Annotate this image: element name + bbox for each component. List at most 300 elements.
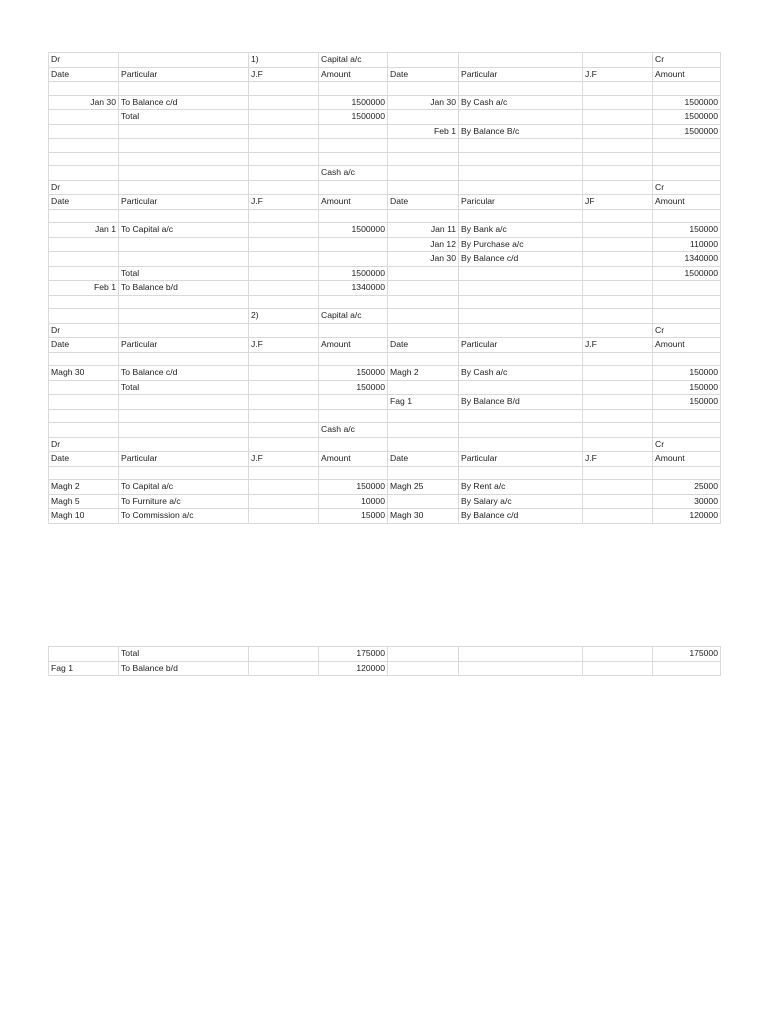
date-cell[interactable] <box>388 110 459 125</box>
jf-cell[interactable]: J.F <box>249 195 319 210</box>
jf-cell[interactable] <box>249 252 319 267</box>
jf-cell[interactable] <box>583 366 653 381</box>
amount-cell[interactable]: Amount <box>653 67 721 82</box>
amount-cell[interactable]: Amount <box>653 452 721 467</box>
particular-cell[interactable]: By Salary a/c <box>459 494 583 509</box>
amount-cell[interactable] <box>653 309 721 324</box>
particular-cell[interactable]: Particular <box>459 452 583 467</box>
amount-cell[interactable] <box>653 352 721 366</box>
amount-cell[interactable]: 1500000 <box>319 223 388 238</box>
amount-cell[interactable]: Capital a/c <box>319 309 388 324</box>
amount-cell[interactable]: 150000 <box>319 480 388 495</box>
amount-cell[interactable]: Amount <box>653 195 721 210</box>
particular-cell[interactable]: By Bank a/c <box>459 223 583 238</box>
particular-cell[interactable]: Particular <box>459 67 583 82</box>
particular-cell[interactable]: Particular <box>119 338 249 353</box>
jf-cell[interactable] <box>249 661 319 676</box>
jf-cell[interactable] <box>249 237 319 252</box>
amount-cell[interactable]: 175000 <box>653 647 721 662</box>
amount-cell[interactable]: Cash a/c <box>319 166 388 181</box>
jf-cell[interactable] <box>583 309 653 324</box>
amount-cell[interactable] <box>653 295 721 309</box>
jf-cell[interactable] <box>583 252 653 267</box>
amount-cell[interactable] <box>319 82 388 96</box>
particular-cell[interactable] <box>119 252 249 267</box>
jf-cell[interactable] <box>249 409 319 423</box>
jf-cell[interactable] <box>583 409 653 423</box>
date-cell[interactable] <box>388 323 459 338</box>
jf-cell[interactable] <box>249 423 319 438</box>
amount-cell[interactable]: Cash a/c <box>319 423 388 438</box>
jf-cell[interactable]: JF <box>583 195 653 210</box>
particular-cell[interactable] <box>119 395 249 410</box>
date-cell[interactable] <box>388 180 459 195</box>
particular-cell[interactable]: Total <box>119 647 249 662</box>
date-cell[interactable] <box>388 209 459 223</box>
date-cell[interactable] <box>49 295 119 309</box>
date-cell[interactable] <box>388 380 459 395</box>
jf-cell[interactable] <box>249 295 319 309</box>
particular-cell[interactable] <box>119 166 249 181</box>
amount-cell[interactable]: 15000 <box>319 509 388 524</box>
particular-cell[interactable]: By Balance c/d <box>459 509 583 524</box>
amount-cell[interactable] <box>653 281 721 296</box>
amount-cell[interactable]: 150000 <box>653 223 721 238</box>
amount-cell[interactable]: 1500000 <box>653 124 721 139</box>
amount-cell[interactable]: 110000 <box>653 237 721 252</box>
amount-cell[interactable] <box>653 139 721 153</box>
jf-cell[interactable]: 1) <box>249 53 319 68</box>
particular-cell[interactable]: Total <box>119 380 249 395</box>
date-cell[interactable]: Date <box>49 338 119 353</box>
date-cell[interactable]: Date <box>49 195 119 210</box>
particular-cell[interactable]: By Rent a/c <box>459 480 583 495</box>
particular-cell[interactable]: By Balance c/d <box>459 252 583 267</box>
jf-cell[interactable] <box>249 494 319 509</box>
jf-cell[interactable] <box>583 423 653 438</box>
date-cell[interactable] <box>388 494 459 509</box>
date-cell[interactable]: Date <box>388 452 459 467</box>
date-cell[interactable]: Jan 1 <box>49 223 119 238</box>
table-row <box>49 661 721 676</box>
amount-cell[interactable]: 1500000 <box>319 110 388 125</box>
particular-cell[interactable] <box>459 380 583 395</box>
date-cell[interactable]: Magh 10 <box>49 509 119 524</box>
date-cell[interactable] <box>49 237 119 252</box>
date-cell[interactable] <box>388 166 459 181</box>
particular-cell[interactable] <box>459 53 583 68</box>
particular-cell[interactable] <box>459 661 583 676</box>
date-cell[interactable] <box>49 139 119 153</box>
amount-cell[interactable]: 1500000 <box>319 95 388 110</box>
jf-cell[interactable] <box>583 466 653 480</box>
amount-cell[interactable]: 120000 <box>653 509 721 524</box>
ledger-body-continued <box>49 647 721 676</box>
particular-cell[interactable]: To Furniture a/c <box>119 494 249 509</box>
jf-cell[interactable]: 2) <box>249 309 319 324</box>
ledger-body <box>49 53 721 524</box>
jf-cell[interactable] <box>249 466 319 480</box>
date-cell[interactable] <box>49 252 119 267</box>
amount-cell[interactable]: Amount <box>319 452 388 467</box>
amount-cell[interactable]: Cr <box>653 53 721 68</box>
particular-cell[interactable]: To Balance c/d <box>119 366 249 381</box>
date-cell[interactable]: Magh 25 <box>388 480 459 495</box>
particular-cell[interactable] <box>459 309 583 324</box>
particular-cell[interactable] <box>119 209 249 223</box>
jf-cell[interactable]: J.F <box>583 67 653 82</box>
date-cell[interactable]: Dr <box>49 323 119 338</box>
particular-cell[interactable]: To Balance b/d <box>119 661 249 676</box>
jf-cell[interactable] <box>583 223 653 238</box>
particular-cell[interactable] <box>119 53 249 68</box>
jf-cell[interactable] <box>583 509 653 524</box>
amount-cell[interactable] <box>653 423 721 438</box>
amount-cell[interactable]: Amount <box>653 338 721 353</box>
particular-cell[interactable]: By Balance B/d <box>459 395 583 410</box>
jf-cell[interactable] <box>249 166 319 181</box>
date-cell[interactable]: Magh 5 <box>49 494 119 509</box>
date-cell[interactable]: Jan 11 <box>388 223 459 238</box>
table-row <box>49 110 721 125</box>
table-row <box>49 152 721 166</box>
date-cell[interactable]: Date <box>49 452 119 467</box>
amount-cell[interactable]: 150000 <box>653 395 721 410</box>
jf-cell[interactable] <box>249 82 319 96</box>
amount-cell[interactable] <box>653 152 721 166</box>
particular-cell[interactable]: To Balance b/d <box>119 281 249 296</box>
amount-cell[interactable] <box>319 124 388 139</box>
table-row <box>49 295 721 309</box>
amount-cell[interactable]: 1500000 <box>653 95 721 110</box>
particular-cell[interactable] <box>459 180 583 195</box>
particular-cell[interactable] <box>459 409 583 423</box>
date-cell[interactable] <box>388 281 459 296</box>
table-row <box>49 423 721 438</box>
particular-cell[interactable]: To Commission a/c <box>119 509 249 524</box>
jf-cell[interactable] <box>249 480 319 495</box>
jf-cell[interactable] <box>249 437 319 452</box>
particular-cell[interactable] <box>459 352 583 366</box>
jf-cell[interactable] <box>583 266 653 281</box>
amount-cell[interactable]: 1500000 <box>653 266 721 281</box>
date-cell[interactable] <box>388 423 459 438</box>
date-cell[interactable] <box>49 110 119 125</box>
date-cell[interactable] <box>49 266 119 281</box>
amount-cell[interactable] <box>319 409 388 423</box>
date-cell[interactable]: Dr <box>49 180 119 195</box>
particular-cell[interactable]: Particular <box>459 338 583 353</box>
particular-cell[interactable]: Paricular <box>459 195 583 210</box>
amount-cell[interactable]: 30000 <box>653 494 721 509</box>
amount-cell[interactable]: 1500000 <box>653 110 721 125</box>
amount-cell[interactable] <box>653 166 721 181</box>
particular-cell[interactable] <box>119 82 249 96</box>
amount-cell[interactable] <box>319 437 388 452</box>
amount-cell[interactable]: Cr <box>653 323 721 338</box>
particular-cell[interactable] <box>459 466 583 480</box>
particular-cell[interactable]: By Cash a/c <box>459 366 583 381</box>
jf-cell[interactable]: J.F <box>249 452 319 467</box>
jf-cell[interactable] <box>583 281 653 296</box>
amount-cell[interactable] <box>653 409 721 423</box>
jf-cell[interactable] <box>583 661 653 676</box>
date-cell[interactable] <box>388 82 459 96</box>
jf-cell[interactable] <box>249 152 319 166</box>
amount-cell[interactable]: 150000 <box>653 380 721 395</box>
particular-cell[interactable] <box>459 423 583 438</box>
date-cell[interactable] <box>388 409 459 423</box>
particular-cell[interactable] <box>119 409 249 423</box>
date-cell[interactable] <box>388 295 459 309</box>
jf-cell[interactable] <box>583 209 653 223</box>
table-row <box>49 166 721 181</box>
table-row <box>49 195 721 210</box>
particular-cell[interactable] <box>459 295 583 309</box>
date-cell[interactable]: Magh 2 <box>388 366 459 381</box>
date-cell[interactable]: Date <box>388 338 459 353</box>
date-cell[interactable] <box>388 53 459 68</box>
amount-cell[interactable] <box>653 661 721 676</box>
amount-cell[interactable] <box>653 82 721 96</box>
particular-cell[interactable] <box>119 437 249 452</box>
date-cell[interactable]: Jan 30 <box>388 95 459 110</box>
jf-cell[interactable] <box>583 110 653 125</box>
particular-cell[interactable] <box>119 423 249 438</box>
jf-cell[interactable] <box>583 437 653 452</box>
particular-cell[interactable] <box>459 82 583 96</box>
amount-cell[interactable]: 150000 <box>319 366 388 381</box>
particular-cell[interactable]: Particular <box>119 452 249 467</box>
jf-cell[interactable] <box>583 494 653 509</box>
table-row <box>49 647 721 662</box>
jf-cell[interactable] <box>583 323 653 338</box>
date-cell[interactable] <box>49 423 119 438</box>
jf-cell[interactable]: J.F <box>583 452 653 467</box>
jf-cell[interactable] <box>249 366 319 381</box>
particular-cell[interactable]: Particular <box>119 67 249 82</box>
amount-cell[interactable] <box>319 295 388 309</box>
amount-cell[interactable]: 120000 <box>319 661 388 676</box>
particular-cell[interactable] <box>459 110 583 125</box>
date-cell[interactable]: Jan 30 <box>388 252 459 267</box>
jf-cell[interactable] <box>583 295 653 309</box>
date-cell[interactable] <box>388 437 459 452</box>
particular-cell[interactable]: Total <box>119 110 249 125</box>
date-cell[interactable] <box>388 309 459 324</box>
jf-cell[interactable] <box>249 223 319 238</box>
date-cell[interactable] <box>388 352 459 366</box>
particular-cell[interactable] <box>119 352 249 366</box>
amount-cell[interactable]: 150000 <box>653 366 721 381</box>
particular-cell[interactable] <box>459 152 583 166</box>
date-cell[interactable] <box>388 661 459 676</box>
amount-cell[interactable] <box>653 466 721 480</box>
date-cell[interactable]: Date <box>49 67 119 82</box>
particular-cell[interactable] <box>119 309 249 324</box>
jf-cell[interactable] <box>583 480 653 495</box>
date-cell[interactable]: Date <box>388 195 459 210</box>
table-row <box>49 237 721 252</box>
particular-cell[interactable] <box>459 437 583 452</box>
date-cell[interactable] <box>49 647 119 662</box>
date-cell[interactable]: Fag 1 <box>388 395 459 410</box>
jf-cell[interactable] <box>249 352 319 366</box>
amount-cell[interactable] <box>319 152 388 166</box>
amount-cell[interactable]: Amount <box>319 195 388 210</box>
jf-cell[interactable] <box>583 380 653 395</box>
particular-cell[interactable] <box>119 323 249 338</box>
date-cell[interactable]: Magh 30 <box>388 509 459 524</box>
jf-cell[interactable] <box>583 152 653 166</box>
jf-cell[interactable] <box>249 266 319 281</box>
particular-cell[interactable] <box>459 166 583 181</box>
date-cell[interactable]: Magh 30 <box>49 366 119 381</box>
jf-cell[interactable] <box>249 209 319 223</box>
particular-cell[interactable]: By Balance B/c <box>459 124 583 139</box>
particular-cell[interactable]: By Purchase a/c <box>459 237 583 252</box>
jf-cell[interactable] <box>249 95 319 110</box>
date-cell[interactable]: Jan 12 <box>388 237 459 252</box>
date-cell[interactable] <box>49 309 119 324</box>
jf-cell[interactable] <box>583 647 653 662</box>
amount-cell[interactable]: 25000 <box>653 480 721 495</box>
amount-cell[interactable]: 10000 <box>319 494 388 509</box>
date-cell[interactable]: Date <box>388 67 459 82</box>
particular-cell[interactable] <box>119 180 249 195</box>
jf-cell[interactable] <box>249 395 319 410</box>
particular-cell[interactable] <box>119 124 249 139</box>
jf-cell[interactable] <box>583 82 653 96</box>
amount-cell[interactable] <box>319 352 388 366</box>
date-cell[interactable] <box>49 380 119 395</box>
particular-cell[interactable] <box>459 281 583 296</box>
jf-cell[interactable]: J.F <box>583 338 653 353</box>
amount-cell[interactable]: 150000 <box>319 380 388 395</box>
date-cell[interactable] <box>49 209 119 223</box>
amount-cell[interactable] <box>319 209 388 223</box>
table-row <box>49 466 721 480</box>
jf-cell[interactable] <box>249 509 319 524</box>
date-cell[interactable] <box>49 166 119 181</box>
date-cell[interactable] <box>388 266 459 281</box>
amount-cell[interactable]: Amount <box>319 338 388 353</box>
date-cell[interactable]: Jan 30 <box>49 95 119 110</box>
amount-cell[interactable] <box>319 466 388 480</box>
date-cell[interactable] <box>49 395 119 410</box>
jf-cell[interactable] <box>249 110 319 125</box>
date-cell[interactable] <box>49 124 119 139</box>
particular-cell[interactable] <box>119 152 249 166</box>
amount-cell[interactable]: 175000 <box>319 647 388 662</box>
particular-cell[interactable]: To Balance c/d <box>119 95 249 110</box>
jf-cell[interactable] <box>583 180 653 195</box>
table-row <box>49 53 721 68</box>
date-cell[interactable] <box>49 82 119 96</box>
date-cell[interactable]: Magh 2 <box>49 480 119 495</box>
jf-cell[interactable] <box>249 323 319 338</box>
date-cell[interactable] <box>49 152 119 166</box>
jf-cell[interactable] <box>249 380 319 395</box>
jf-cell[interactable] <box>249 180 319 195</box>
particular-cell[interactable] <box>119 237 249 252</box>
amount-cell[interactable]: Cr <box>653 437 721 452</box>
date-cell[interactable]: Fag 1 <box>49 661 119 676</box>
table-row <box>49 67 721 82</box>
amount-cell[interactable]: 1340000 <box>319 281 388 296</box>
date-cell[interactable]: Dr <box>49 437 119 452</box>
date-cell[interactable]: Dr <box>49 53 119 68</box>
particular-cell[interactable]: Particular <box>119 195 249 210</box>
jf-cell[interactable] <box>249 281 319 296</box>
particular-cell[interactable] <box>459 139 583 153</box>
particular-cell[interactable]: By Cash a/c <box>459 95 583 110</box>
amount-cell[interactable] <box>319 237 388 252</box>
particular-cell[interactable] <box>459 266 583 281</box>
date-cell[interactable] <box>388 647 459 662</box>
jf-cell[interactable] <box>583 237 653 252</box>
jf-cell[interactable] <box>249 124 319 139</box>
date-cell[interactable]: Feb 1 <box>388 124 459 139</box>
date-cell[interactable] <box>388 139 459 153</box>
jf-cell[interactable]: J.F <box>249 338 319 353</box>
particular-cell[interactable] <box>459 209 583 223</box>
amount-cell[interactable] <box>319 252 388 267</box>
particular-cell[interactable]: To Capital a/c <box>119 223 249 238</box>
particular-cell[interactable] <box>119 139 249 153</box>
date-cell[interactable] <box>49 466 119 480</box>
date-cell[interactable] <box>49 409 119 423</box>
jf-cell[interactable] <box>583 139 653 153</box>
amount-cell[interactable]: Amount <box>319 67 388 82</box>
date-cell[interactable] <box>388 466 459 480</box>
jf-cell[interactable] <box>583 352 653 366</box>
jf-cell[interactable] <box>583 124 653 139</box>
particular-cell[interactable] <box>119 466 249 480</box>
amount-cell[interactable]: 1500000 <box>319 266 388 281</box>
amount-cell[interactable]: Capital a/c <box>319 53 388 68</box>
amount-cell[interactable] <box>653 209 721 223</box>
amount-cell[interactable] <box>319 139 388 153</box>
particular-cell[interactable] <box>459 647 583 662</box>
amount-cell[interactable]: 1340000 <box>653 252 721 267</box>
particular-cell[interactable] <box>119 295 249 309</box>
jf-cell[interactable] <box>583 166 653 181</box>
amount-cell[interactable] <box>319 323 388 338</box>
amount-cell[interactable]: Cr <box>653 180 721 195</box>
jf-cell[interactable] <box>583 395 653 410</box>
particular-cell[interactable]: To Capital a/c <box>119 480 249 495</box>
table-row <box>49 309 721 324</box>
particular-cell[interactable] <box>459 323 583 338</box>
particular-cell[interactable]: Total <box>119 266 249 281</box>
table-row <box>49 509 721 524</box>
table-row <box>49 409 721 423</box>
amount-cell[interactable] <box>319 395 388 410</box>
table-row <box>49 352 721 366</box>
jf-cell[interactable] <box>249 647 319 662</box>
jf-cell[interactable] <box>583 95 653 110</box>
table-row <box>49 366 721 381</box>
date-cell[interactable] <box>388 152 459 166</box>
date-cell[interactable] <box>49 352 119 366</box>
amount-cell[interactable] <box>319 180 388 195</box>
jf-cell[interactable] <box>249 139 319 153</box>
jf-cell[interactable] <box>583 53 653 68</box>
jf-cell[interactable]: J.F <box>249 67 319 82</box>
table-row <box>49 223 721 238</box>
date-cell[interactable]: Feb 1 <box>49 281 119 296</box>
